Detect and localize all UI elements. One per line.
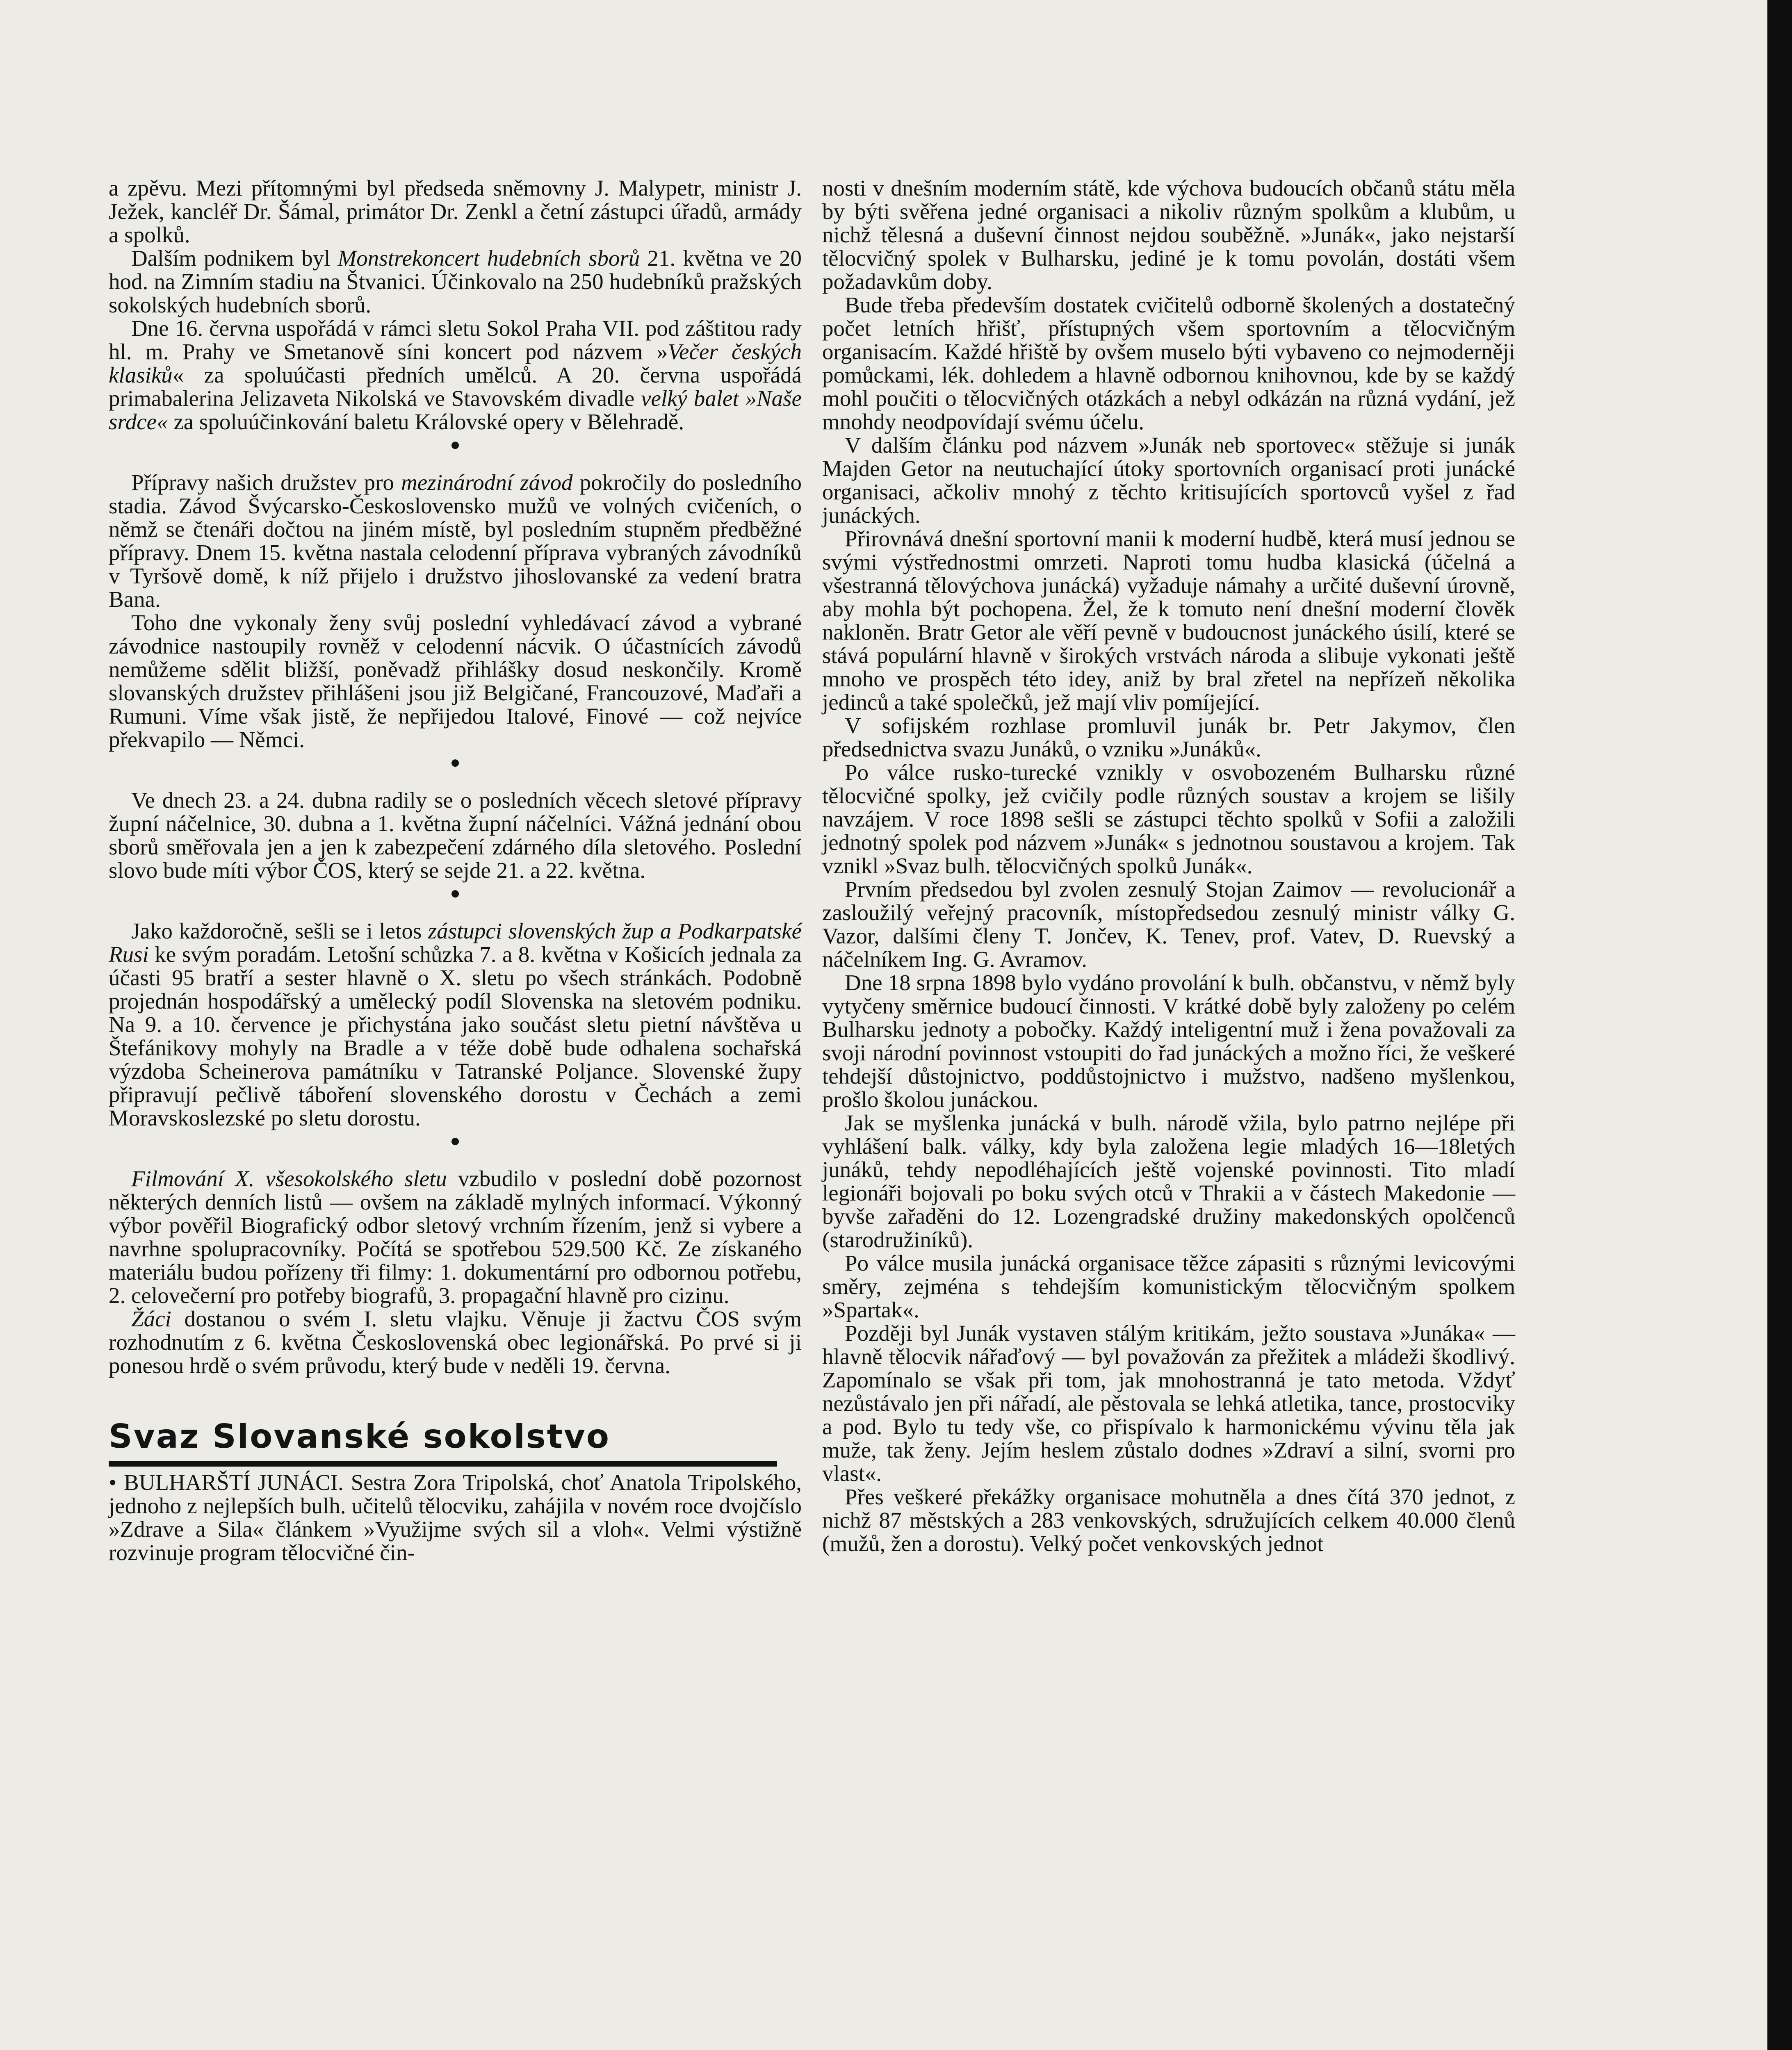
- paragraph: Toho dne vykonaly ženy svůj poslední vyhledávací závod a vybrané závodnice nastoupily rovněž v celodenní nácvik. O účastnících závodů nemůžeme sdělit bližší, poněvadž přihlášky dosud neskončily. Kromě slovanských družstev přihlášeni jsou již Belgičané, Francouzové, Maďaři a Rumuni. Víme však jistě, že nepřijedou Italové, Finové — což nejvíce překvapilo — Němci.: [109, 610, 802, 752]
- left-column: [109, 176, 802, 1564]
- paragraph: Prvním předsedou byl zvolen zesnulý Stojan Zaimov — revolucionář a zasloužilý veřejný pracovník, místopředsedou zesnulý ministr války G. Vazor, dalšími členy T. Jončev, K. Tenev, prof. Vatev, D. Ruevský a náčelníkem Ing. G. Avramov.: [822, 877, 1515, 972]
- paragraph: V sofijském rozhlase promluvil junák br. Petr Jakymov, člen předsednictva svazu Junáků, o vzniku »Junáků«.: [822, 713, 1515, 761]
- paragraph: nosti v dnešním moderním státě, kde výchova budoucích občanů státu měla by býti svěřena jedné organisaci a nikoliv různým spolkům a klubům, u nichž tělesná a duševní činnost nejdou souběžně. »Junák«, jako nejstarší tělocvičný spolek v Bulharsku, jediné je k tomu povolán, dostáti všem požadavkům doby.: [822, 175, 1515, 294]
- right-column: [822, 176, 1515, 1555]
- paragraph: Bude třeba především dostatek cvičitelů odborně školených a dostatečný počet letních hřišť, přístupných všem sportovním a tělocvičným organisacím. Každé hřiště by ovšem muselo býti vybaveno co nejmoderněji pomůckami, lék. dohledem a hlavně odbornou knihovnou, kde by se každý mohl poučiti o tělocvičných otázkách a nebyl odkázán na různá vydání, jež mnohdy neodpovídají svému účelu.: [822, 292, 1515, 434]
- paragraph: Přípravy našich družstev pro mezinárodní závod pokročily do posledního stadia. Závod Švýcarsko-Československo mužů ve volných cvičeních, o němž se čtenáři dočtou na jiném místě, byl posledním stupněm předběžné přípravy. Dnem 15. května nastala celodenní příprava vybraných závodníků v Tyršově domě, k níž přijelo i družstvo jihoslovanské za vedení bratra Bana.: [109, 470, 802, 612]
- paragraph: Ve dnech 23. a 24. dubna radily se o posledních věcech sletové přípravy župní náčelnice, 30. dubna a 1. května župní náčelníci. Vážná jednání obou sborů směřovala jen a jen k zabezpečení zdárného díla sletového. Poslední slovo bude míti výbor ČOS, který se sejde 21. a 22. května.: [109, 788, 802, 883]
- paragraph: V dalším článku pod názvem »Junák neb sportovec« stěžuje si junák Majden Getor na neutuchající útoky sportovních organisací proti junácké organisaci, ačkoliv mnohý z těchto kritisujících sportovců vyšel z řad junáckých.: [822, 433, 1515, 528]
- paragraph: Žáci dostanou o svém I. sletu vlajku. Věnuje ji žactvu ČOS svým rozhodnutím z 6. května Československá obec legionářská. Po prvé si ji ponesou hrdě o svém průvodu, který bude v neděli 19. června.: [109, 1306, 802, 1378]
- paragraph: a zpěvu. Mezi přítomnými byl předseda sněmovny J. Malypetr, ministr J. Ježek, kancléř Dr. Šámal, primátor Dr. Zenkl a četní zástupci úřadů, armády a spolků.: [109, 175, 802, 247]
- separator-bullet: ●: [450, 435, 461, 454]
- paragraph: Dne 16. června uspořádá v rámci sletu Sokol Praha VII. pod záštitou rady hl. m. Prahy ve Smetanově síni koncert pod názvem »Večer českých klasiků« za spoluúčasti předních umělců. A 20. června uspořádá primabalerina Jelizaveta Nikolská ve Stavovském divadle velký balet »Naše srdce« za spoluúčinkování baletu Královské opery v Bělehradě.: [109, 316, 802, 434]
- paragraph: Dalším podnikem byl Monstrekoncert hudebních sborů 21. května ve 20 hod. na Zimním stadiu na Štvanici. Účinkovalo na 250 hudebníků pražských sokolských hudebních sborů.: [109, 246, 802, 317]
- scan-edge: [1767, 0, 1792, 2050]
- separator-bullet: ●: [450, 753, 461, 772]
- paragraph: Přes veškeré překážky organisace mohutněla a dnes čítá 370 jednot, z nichž 87 městských a 283 venkovských, sdružujících celkem 40.000 členů (mužů, žen a dorostu). Velký počet venkovských jednot: [822, 1484, 1515, 1556]
- paragraph: Později byl Junák vystaven stálým kritikám, ježto soustava »Junáka« — hlavně tělocvik nářaďový — byl považován za přežitek a mládeži škodlivý. Zapomínalo se však při tom, jak mnohostranná je tato metoda. Vždyť nezůstávalo jen při nářadí, ale pěstovala se lehká atletika, tance, prostocviky a pod. Bylo tu tedy vše, co přispívalo k harmonickému vývinu těla jak muže, tak ženy. Jejím heslem zůstalo dodnes »Zdraví a silní, svorni pro vlast«.: [822, 1321, 1515, 1486]
- paragraph: Přirovnává dnešní sportovní manii k moderní hudbě, která musí jednou se svými výstřednostmi omrzeti. Naproti tomu hudba klasická (účelná a všestranná tělovýchova junácká) vyžaduje námahy a určité duševní úrovně, aby mohla být pochopena. Žel, že k tomuto není dnešní moderní člověk nakloněn. Bratr Getor ale věří pevně v budoucnost junáckého úsilí, které se stává populární hlavně v širokých vrstvách národa a slibuje vykonati ještě mnoho ve prospěch této idey, aniž by bral zřetel na nepřízeň několika jedinců a také společků, jež mají vliv pomíjející.: [822, 526, 1515, 715]
- separator-bullet: ●: [450, 1132, 461, 1150]
- paragraph: Dne 18 srpna 1898 bylo vydáno provolání k bulh. občanstvu, v němž byly vytyčeny směrnice budoucí činnosti. V krátké době byly založeny po celém Bulharsku jednoty a pobočky. Každý inteligentní muž i žena považovali za svoji národní povinnost vstoupiti do řad junáckých a možno říci, že veškeré tehdejší důstojnictvo, poddůstojnictvo i mužstvo, nadšeno myšlenkou, prošlo školou junáckou.: [822, 970, 1515, 1112]
- section-title: Svaz Slovanské sokolstvo: [109, 1418, 777, 1467]
- paragraph: Jako každoročně, sešli se i letos zástupci slovenských žup a Podkarpatské Rusi ke svým poradám. Letošní schůzka 7. a 8. května v Košicích jednala za účasti 95 bratří a sester hlavně o X. sletu po všech stránkách. Podobně projednán hospodářský a umělecký podíl Slovenska na sletovém podniku. Na 9. a 10. července je přichystána jako součást sletu pietní návštěva u Štefánikovy mohyly na Bradle a v téže době bude odhalena sochařská výzdoba Scheinerova památníku v Tatranské Poljance. Slovenské župy připravují pečlivě táboření slovenského dorostu v Čechách a zemi Moravskoslezské po sletu dorostu.: [109, 918, 802, 1130]
- paragraph: • BULHARŠTÍ JUNÁCI. Sestra Zora Tripolská, choť Anatola Tripolského, jednoho z nejlepších bulh. učitelů tělocviku, zahájila v novém roce dvojčíslo »Zdrave a Sila« článkem »Využijme svých sil a vloh«. Velmi výstižně rozvinuje program tělocvičné čin-: [109, 1470, 802, 1565]
- paragraph: Po válce musila junácká organisace těžce zápasiti s různými levicovými směry, zejména s tehdejším komunistickým tělocvičným spolkem »Spartak«.: [822, 1250, 1515, 1322]
- paragraph: Po válce rusko-turecké vznikly v osvobozeném Bulharsku různé tělocvičné spolky, jež cvičily podle různých soustav a krojem se lišily navzájem. V roce 1898 sešli se zástupci těchto spolků v Sofii a založili jednotný spolek pod názvem »Junák« s jednotnou soustavou a krojem. Tak vznikl »Svaz bulh. tělocvičných spolků Junák«.: [822, 760, 1515, 878]
- separator-bullet: ●: [450, 884, 461, 903]
- paragraph: Filmování X. všesokolského sletu vzbudilo v poslední době pozornost některých denních listů — ovšem na základě mylných informací. Výkonný výbor pověřil Biografický odbor sletový vrchním řízením, jenž si vybere a navrhne spolupracovníky. Počítá se spotřebou 529.500 Kč. Ze získaného materiálu budou pořízeny tři filmy: 1. dokumentární pro odbornou potřebu, 2. celovečerní pro potřeby biografů, 3. propagační hlavně pro cizinu.: [109, 1166, 802, 1308]
- paragraph: Jak se myšlenka junácká v bulh. národě vžila, bylo patrno nejlépe při vyhlášení balk. války, kdy byla založena legie mladých 16—18letých junáků, tehdy nepodléhajících ještě vojenské povinnosti. Tito mladí legionáři bojovali po boku svých otců v Thrakii a v částech Makedonie — byvše zařaděni do 12. Lozengradské družiny makedonských opolčenců (starodružiníků).: [822, 1110, 1515, 1252]
